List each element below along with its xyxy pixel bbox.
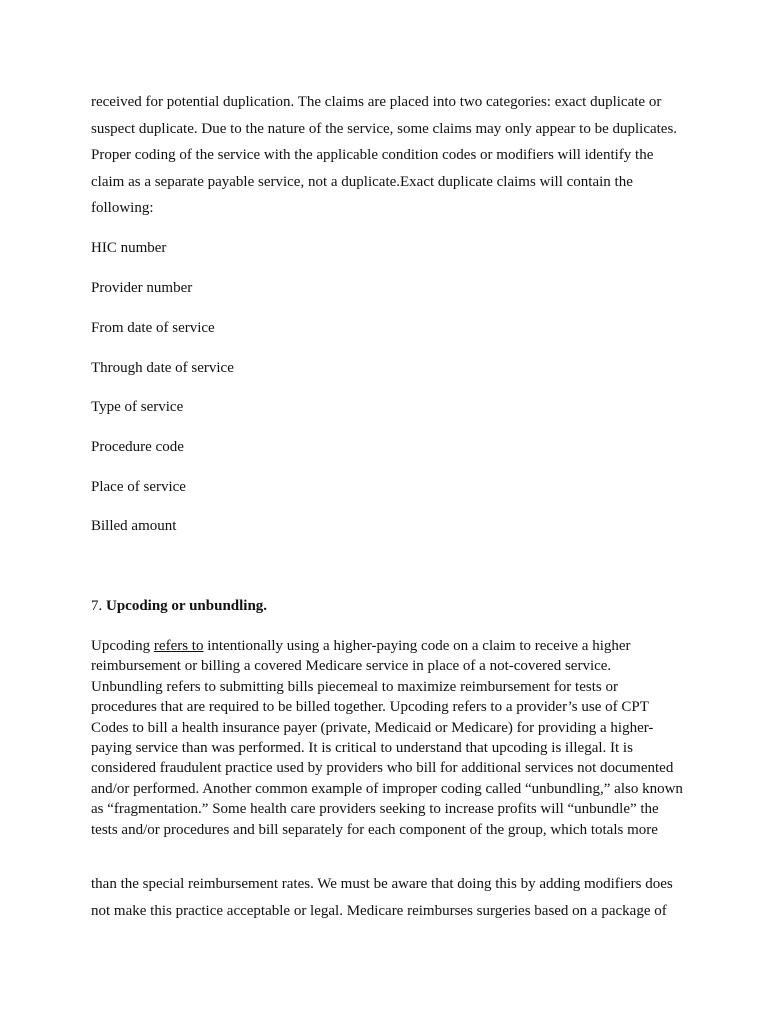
list-item: Place of service	[91, 479, 186, 495]
list-item: Through date of service	[91, 360, 234, 376]
list-item: Type of service	[91, 399, 184, 415]
refers-to-underlined: refers to	[153, 638, 204, 654]
list-item: Procedure code	[91, 439, 184, 455]
list-item: From date of service	[91, 320, 215, 336]
section-title: Upcoding or unbundling.	[106, 598, 268, 614]
list-item: HIC number	[91, 240, 167, 256]
section-heading	[91, 596, 683, 616]
upcoding-paragraph	[91, 636, 683, 840]
intro-paragraph: received for potential duplication. The claims are placed into two categories: exact duplicate or suspect duplicate. Due to the nature of the service, some claims may only appear to be duplicates. Proper coding of the service with the applicable condition codes or modifiers will identify the claim as a separate payable service, not a duplicate.Exact duplicate claims will contain the following:	[91, 94, 678, 217]
list-item: Provider number	[91, 280, 193, 296]
closing-paragraph: than the special reimbursement rates. We must be aware that doing this by adding modifiers does not make this practice acceptable or legal. Medicare reimburses surgeries based on a package of	[91, 876, 673, 919]
list-item: Billed amount	[91, 518, 177, 534]
upcoding-body: intentionally using a higher-paying code on a claim to receive a higher reimbursement or billing a covered Medicare service in place of a not-covered service. Unbundling refers to submitting bills piecemeal to maximize reimbursement for tests or procedures that are required to be billed together. Upcoding refers to a provider’s use of CPT Codes to bill a health insurance payer (private, Medicaid or Medicare) for providing a higher-paying service than was performed. It is critical to understand that upcoding is illegal. It is considered fraudulent practice used by providers who bill for additional services not documented and/or performed. Another common example of improper coding called “unbundling,” also known as “fragmentation.” Some health care providers seeking to increase profits will “unbundle” the tests and/or procedures and bill separately for each component of the group, which totals more	[91, 638, 683, 838]
upcoding-lead: Upcoding	[91, 638, 151, 654]
section-number: 7.	[91, 598, 103, 614]
